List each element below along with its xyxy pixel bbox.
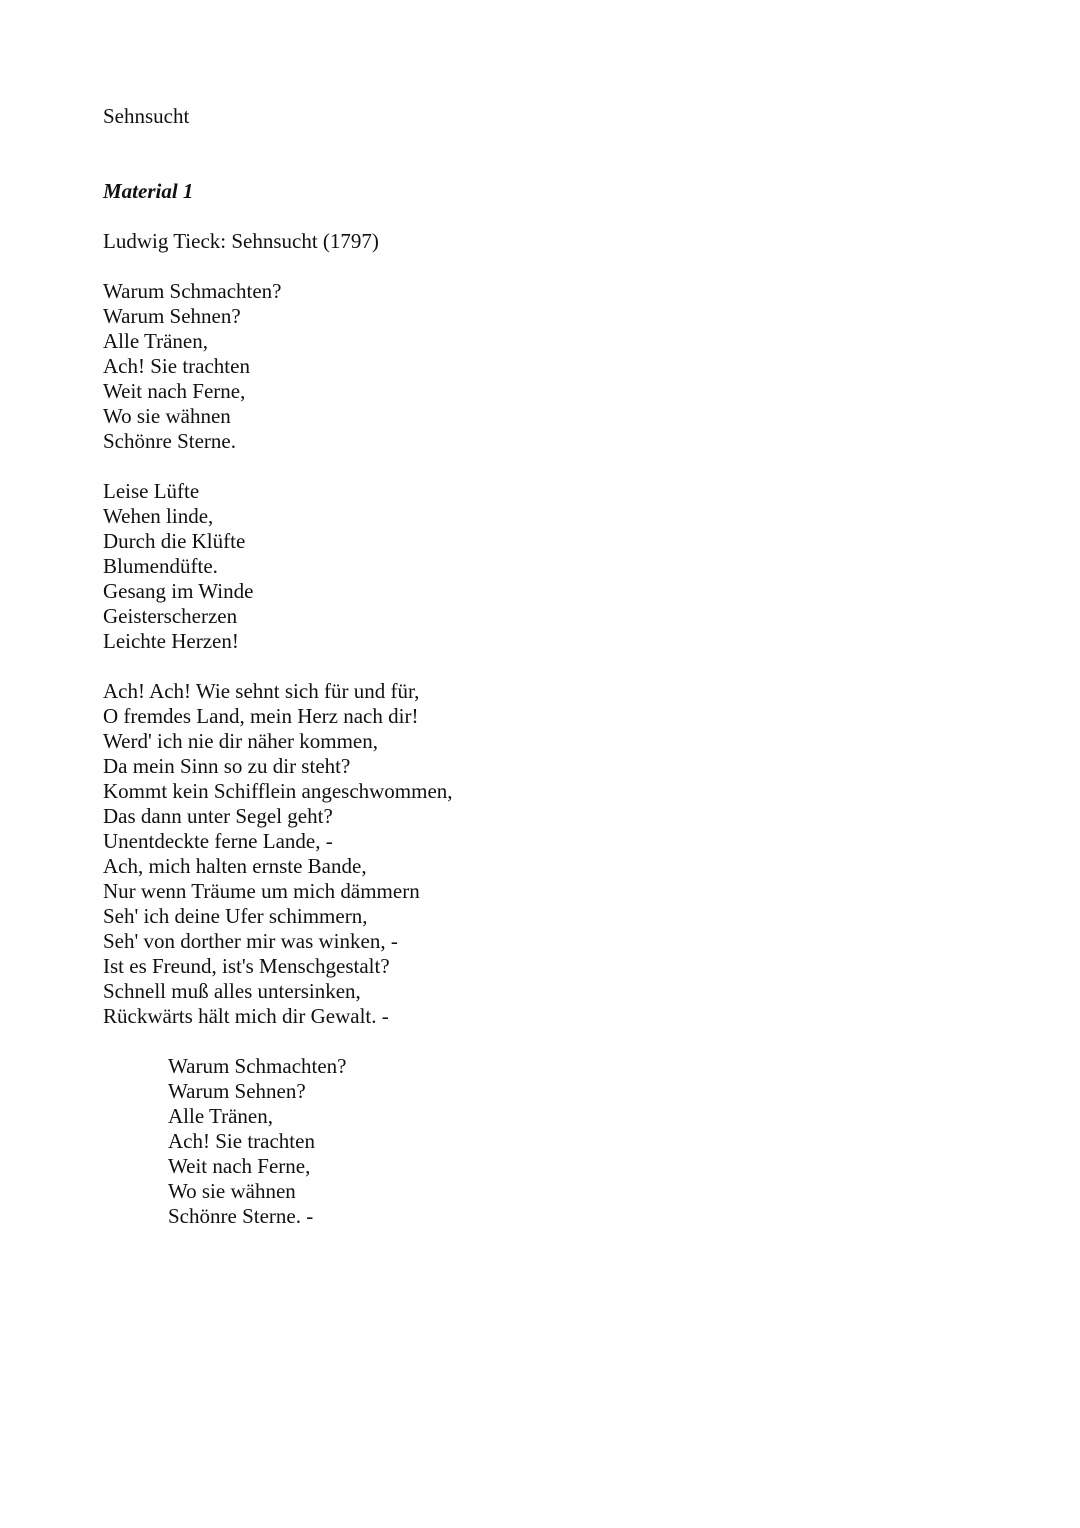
poem-line: Kommt kein Schifflein angeschwommen,	[103, 779, 453, 803]
poem-line: Wehen linde,	[103, 504, 214, 528]
poem-line: Schnell muß alles untersinken,	[103, 979, 361, 1003]
poem-line: Da mein Sinn so zu dir steht?	[103, 754, 351, 778]
poem-line: Weit nach Ferne,	[168, 1154, 311, 1178]
poem-line: Warum Schmachten?	[103, 279, 282, 303]
poem-line: O fremdes Land, mein Herz nach dir!	[103, 704, 419, 728]
poem-line: Seh' von dorther mir was winken, -	[103, 929, 398, 953]
poem-line: Weit nach Ferne,	[103, 379, 246, 403]
poem-line: Alle Tränen,	[103, 329, 208, 353]
poem-line: Ach! Sie trachten	[168, 1129, 315, 1153]
poem-line: Das dann unter Segel geht?	[103, 804, 333, 828]
poem-line: Unentdeckte ferne Lande, -	[103, 829, 333, 853]
poem-line: Leichte Herzen!	[103, 629, 239, 653]
poem-line: Warum Sehnen?	[103, 304, 241, 328]
poem-line: Wo sie wähnen	[103, 404, 231, 428]
material-heading: Material 1	[103, 179, 194, 203]
poem-line: Warum Schmachten?	[168, 1054, 347, 1078]
poem-line: Blumendüfte.	[103, 554, 218, 578]
poem-line: Seh' ich deine Ufer schimmern,	[103, 904, 368, 928]
poem-line: Schönre Sterne.	[103, 429, 236, 453]
poem-line: Geisterscherzen	[103, 604, 238, 628]
poem-line: Ist es Freund, ist's Menschgestalt?	[103, 954, 390, 978]
poem-line: Ach, mich halten ernste Bande,	[103, 854, 367, 878]
poem-line: Alle Tränen,	[168, 1104, 273, 1128]
poem-line: Nur wenn Träume um mich dämmern	[103, 879, 420, 903]
poem-line: Gesang im Winde	[103, 579, 254, 603]
poem-line: Ach! Ach! Wie sehnt sich für und für,	[103, 679, 420, 703]
poem-line: Werd' ich nie dir näher kommen,	[103, 729, 378, 753]
poem-line: Wo sie wähnen	[168, 1179, 296, 1203]
poem-line: Warum Sehnen?	[168, 1079, 306, 1103]
poem-line: Durch die Klüfte	[103, 529, 246, 553]
poem-line: Schönre Sterne. -	[168, 1204, 314, 1228]
poem-line: Rückwärts hält mich dir Gewalt. -	[103, 1004, 389, 1028]
poem-line: Leise Lüfte	[103, 479, 200, 503]
poem-attribution: Ludwig Tieck: Sehnsucht (1797)	[103, 229, 379, 253]
document-title: Sehnsucht	[103, 104, 190, 128]
poem-line: Ach! Sie trachten	[103, 354, 250, 378]
